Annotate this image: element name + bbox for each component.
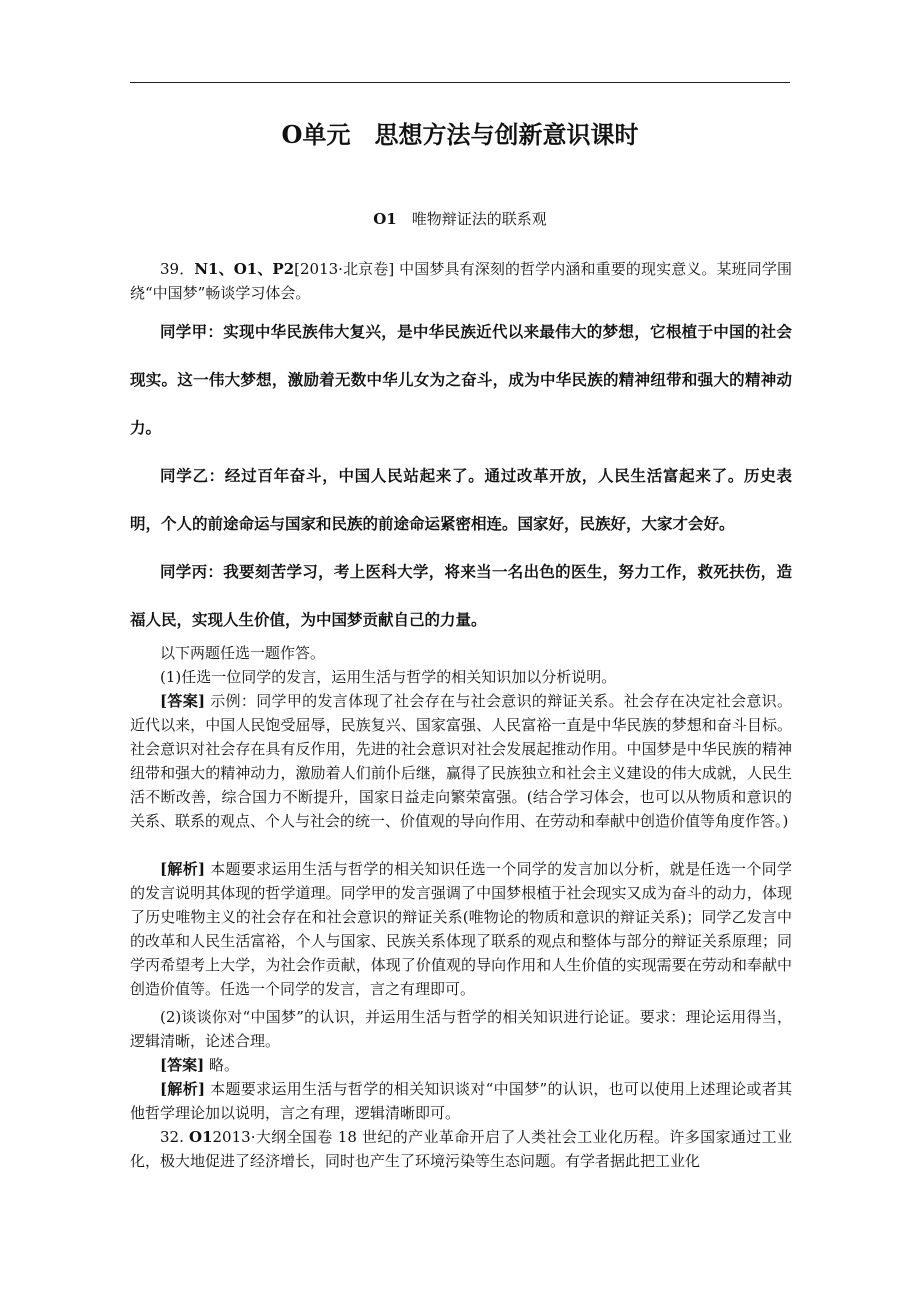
statement-yi: 同学乙：经过百年奋斗，中国人民站起来了。通过改革开放，人民生活富起来了。历史表明，个人的前途命运与国家和民族的前途命运紧密相连。国家好，民族好，大家才会好。 bbox=[130, 467, 792, 533]
section-code: O1 bbox=[373, 210, 397, 228]
sub-question-2: (2)谈谈你对“中国梦”的认识，并运用生活与哲学的相关知识进行论证。要求：理论运用得当，逻辑清晰，论述合理。 bbox=[130, 1008, 792, 1050]
answer-label: [答案] bbox=[160, 1056, 205, 1074]
question-32 bbox=[130, 1125, 792, 1173]
answer-2-text: 略。 bbox=[204, 1056, 239, 1074]
question-codes: N1、O1、P2 bbox=[194, 260, 295, 278]
section-heading bbox=[130, 207, 790, 231]
question-39-stem bbox=[130, 257, 792, 305]
question-number: 39． bbox=[160, 260, 195, 278]
statement-jia: 同学甲：实现中华民族伟大复兴，是中华民族近代以来最伟大的梦想，它根植于中国的社会现实。这一伟大梦想，激励着无数中华儿女为之奋斗，成为中华民族的精神纽带和强大的精神动力。 bbox=[130, 323, 792, 437]
analysis-label: [解析] bbox=[160, 860, 206, 878]
question-32-number: 32. bbox=[160, 1128, 189, 1146]
question-source: [2013·北京卷] bbox=[294, 260, 395, 278]
analysis-2 bbox=[130, 1077, 792, 1125]
question-stem-text: 中国梦具有深刻的哲学内涵和重要的现实意义。某班同学围绕“中国梦”畅谈学习体会。 bbox=[130, 260, 792, 302]
unit-title: O单元 思想方法与创新意识课时 bbox=[281, 120, 639, 149]
section-title: 唯物辩证法的联系观 bbox=[411, 210, 547, 228]
answer-2 bbox=[130, 1053, 792, 1077]
question-32-code: O1 bbox=[189, 1128, 213, 1146]
sub-question-1: (1)任选一位同学的发言，运用生活与哲学的相关知识加以分析说明。 bbox=[160, 668, 617, 686]
analysis-1 bbox=[130, 857, 792, 1001]
answer-1 bbox=[130, 689, 792, 833]
analysis-2-text: 本题要求运用生活与哲学的相关知识谈对“中国梦”的认识，也可以使用上述理论或者其他哲学理论加以说明，言之有理，逻辑清晰即可。 bbox=[130, 1080, 792, 1122]
instruction: 以下两题任选一题作答。 bbox=[160, 644, 326, 662]
answer-label: [答案] bbox=[160, 692, 206, 710]
question-32-text: 2013·大纲全国卷 18 世纪的产业革命开启了人类社会工业化历程。许多国家通过工业化，极大地促进了经济增长，同时也产生了环境污染等生态问题。有学者据此把工业化 bbox=[130, 1128, 792, 1170]
analysis-1-text: 本题要求运用生活与哲学的相关知识任选一个同学的发言加以分析，就是任选一个同学的发言说明其体现的哲学道理。同学甲的发言强调了中国梦根植于社会现实又成为奋斗的动力，体现了历史唯物主义的社会存在和社会意识的辩证关系(唯物论的物质和意识的辩证关系)；同学乙发言中的改革和人民生活富裕，个人与国家、民族关系体现了联系的观点和整体与部分的辩证关系原理；同学丙希望考上大学，为社会作贡献，体现了价值观的导向作用和人生价值的实现需要在劳动和奉献中创造价值等。任选一个同学的发言，言之有理即可。 bbox=[130, 860, 792, 998]
statement-bing: 同学丙：我要刻苦学习，考上医科大学，将来当一名出色的医生，努力工作，救死扶伤，造福人民，实现人生价值，为中国梦贡献自己的力量。 bbox=[130, 563, 792, 629]
answer-1-text: 示例：同学甲的发言体现了社会存在与社会意识的辩证关系。社会存在决定社会意识。近代以来，中国人民饱受屈辱，民族复兴、国家富强、人民富裕一直是中华民族的梦想和奋斗目标。社会意识对社会存在具有反作用，先进的社会意识对社会发展起推动作用。中国梦是中华民族的精神纽带和强大的精神动力，激励着人们前仆后继，赢得了民族独立和社会主义建设的伟大成就，人民生活不断改善，综合国力不断提升，国家日益走向繁荣富强。(结合学习体会，也可以从物质和意识的关系、联系的观点、个人与社会的统一、价值观的导向作用、在劳动和奉献中创造价值等角度作答。) bbox=[130, 692, 792, 830]
header-rule bbox=[130, 82, 790, 83]
analysis-label: [解析] bbox=[160, 1080, 206, 1098]
